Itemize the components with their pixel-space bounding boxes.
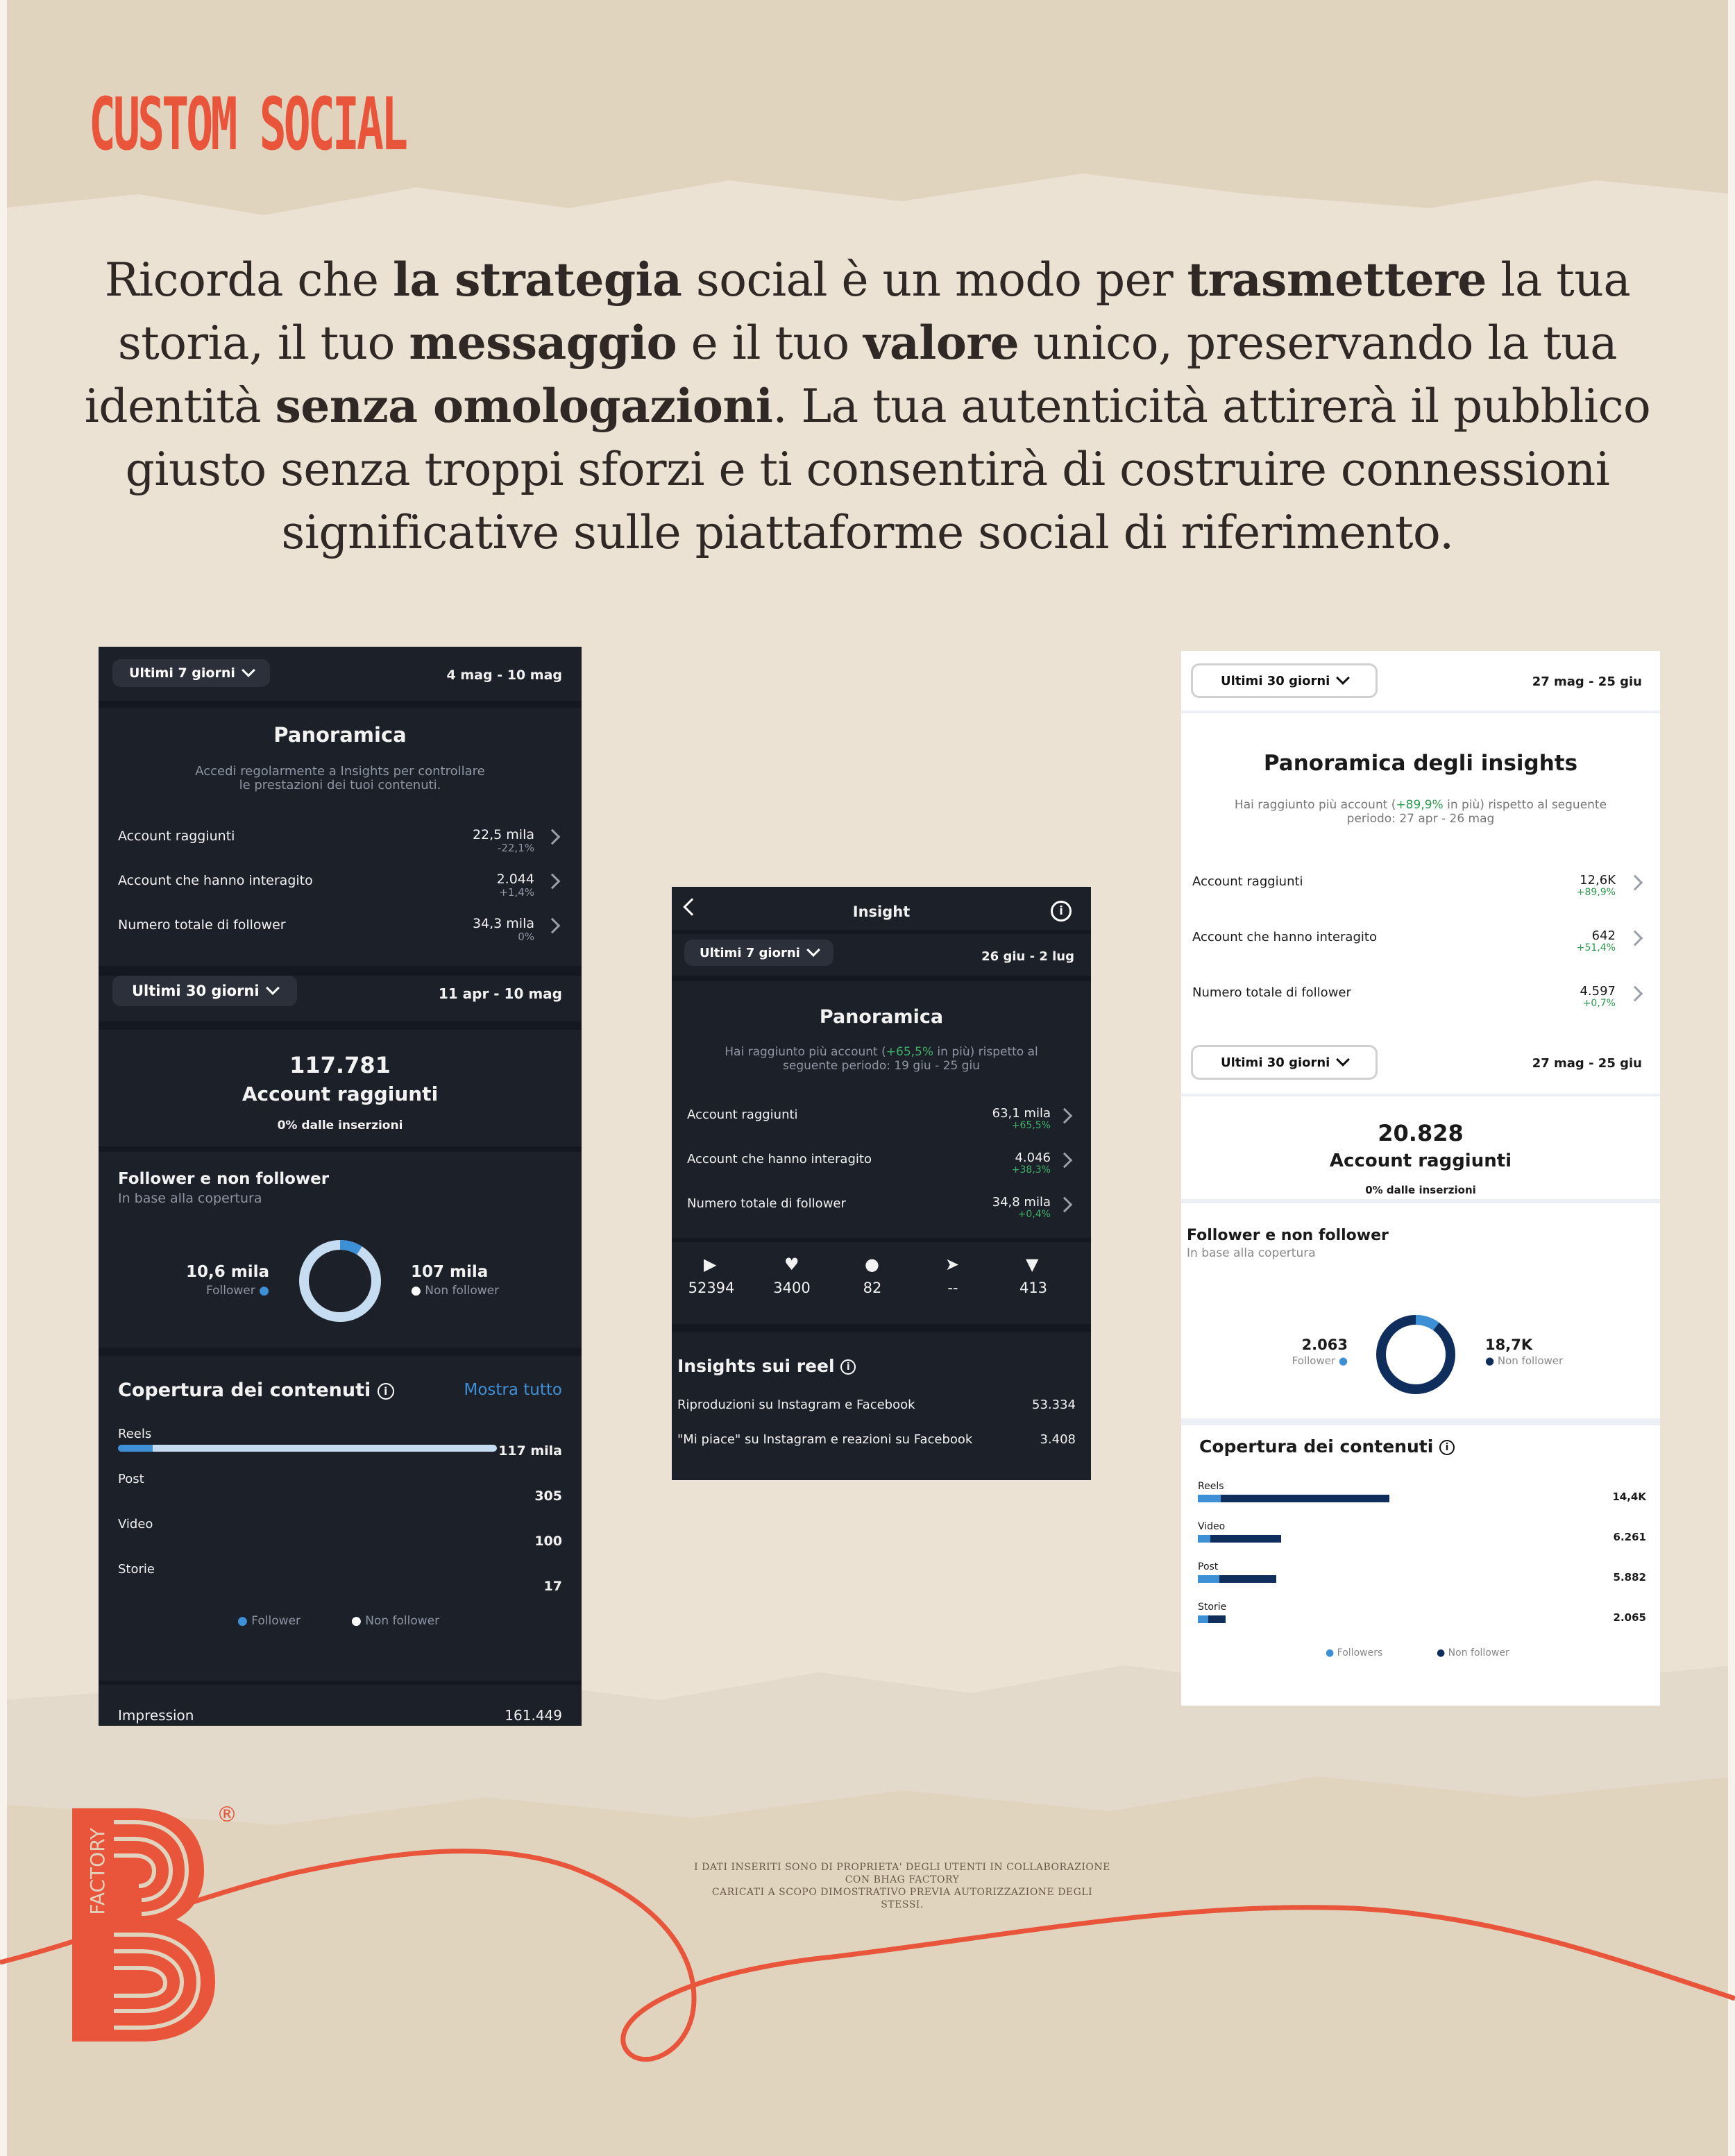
metric-change: +1,4% [499,886,534,899]
follower-label: Follower ● [1292,1355,1348,1367]
reach-label: Account raggiunti [1329,1151,1512,1171]
coverage-row-value: 117 mila [498,1443,562,1459]
coverage-row-value: 14,4K [1612,1491,1646,1503]
reel-row-value: 3.408 [1040,1432,1076,1447]
coverage-row-label: Storie [1198,1602,1227,1613]
date-range: 27 mag - 25 giu [1532,1056,1642,1071]
period-label: Ultimi 7 giorni [700,945,800,960]
metric-value: 4.046 [1015,1151,1051,1165]
metric-value: 4.597 [1580,984,1616,999]
coverage-row-value: 17 [543,1579,562,1594]
metric-change: +65,5% [1011,1120,1051,1131]
impression-label: Impression [118,1707,194,1724]
nonfollower-label: ● Non follower [1485,1355,1564,1367]
metric-value: 2.044 [496,872,534,887]
legend-follower: ● Follower [237,1614,301,1628]
show-all-link[interactable]: Mostra tutto [464,1381,562,1399]
send-icon: ➤ [945,1255,960,1274]
intro-fragment: senza omologazioni [275,379,773,433]
stat-value: 82 [863,1280,882,1296]
metric-label[interactable]: Account che hanno interagito [687,1152,872,1166]
intro-fragment: valore [863,316,1019,370]
intro-fragment: Ricorda che [104,253,393,307]
reach-label: Account raggiunti [242,1083,439,1105]
metric-value: 642 [1591,928,1616,943]
info-icon: i [1439,1440,1455,1455]
comment-icon: ● [865,1255,879,1274]
reel-row-label: "Mi piace" su Instagram e reazioni su Facebook [677,1432,973,1447]
coverage-row-label: Video [1198,1521,1226,1532]
coverage-row-value: 2.065 [1613,1611,1646,1624]
coverage-title: Copertura dei contenuti i [118,1380,394,1401]
metric-label[interactable]: Account raggiunti [118,829,235,844]
period-label: Ultimi 7 giorni [129,665,235,681]
coverage-row-value: 305 [534,1488,562,1504]
reel-insights-title: Insights sui reel i [677,1356,856,1376]
period-label: Ultimi 30 giorni [1221,673,1330,688]
reel-row-label: Riproduzioni su Instagram e Facebook [677,1398,915,1412]
logo-text: FACTORY [86,1828,109,1915]
stat-value: 413 [1019,1280,1048,1296]
intro-fragment: trasmettere [1187,253,1487,307]
intro-fragment: messaggio [409,316,677,370]
disclaimer: I DATI INSERITI SONO DI PROPRIETA' DEGLI UTENTI IN COLLABORAZIONE CON BHAG FACTORY CARICATI A SCOPO DIMOSTRATIVO PREVIA AUTORIZZAZIONE DEGLI STESSI. [694,1862,1110,1910]
date-range: 4 mag - 10 mag [446,668,562,683]
metric-label[interactable]: Account raggiunti [1192,874,1303,889]
section-heading: Panoramica [273,723,407,747]
coverage-row-value: 5.882 [1613,1571,1646,1584]
coverage-row-value: 6.261 [1613,1531,1646,1543]
section-subtitle: Hai raggiunto più account (+89,9% in più) rispetto al seguente periodo: 27 apr - 26 mag [1234,798,1607,826]
metric-change: 0% [518,931,534,943]
metric-change: +0,4% [1017,1209,1051,1220]
fnf-subtitle: In base alla copertura [1187,1246,1316,1260]
ads-share: 0% dalle inserzioni [1365,1184,1476,1196]
bookmark-icon: ▼ [1026,1255,1039,1274]
section-subtitle: Hai raggiunto più account (+65,5% in più) rispetto al seguente periodo: 19 giu - 25 giu [725,1045,1038,1073]
stat-value: 3400 [773,1280,811,1296]
heart-icon: ♥ [784,1255,799,1274]
nonfollower-count: 18,7K [1485,1336,1533,1353]
reach-total: 20.828 [1378,1120,1464,1146]
metric-label[interactable]: Account raggiunti [687,1107,798,1122]
fnf-title: Follower e non follower [1187,1227,1389,1244]
metric-change: -22,1% [497,842,534,854]
play-icon: ▶ [704,1255,717,1274]
legend-nonfollower: ● Non follower [1437,1647,1509,1658]
info-icon[interactable]: i [1051,901,1072,922]
section-subtitle: Accedi regolarmente a Insights per controllare le prestazioni dei tuoi contenuti. [195,764,485,792]
stat-value: -- [947,1280,958,1296]
metric-change: +89,9% [1576,887,1616,898]
section-heading: Panoramica degli insights [1263,751,1578,776]
date-range: 11 apr - 10 mag [438,985,562,1002]
metric-label[interactable]: Numero totale di follower [118,917,286,933]
date-range: 26 giu - 2 lug [981,949,1074,964]
impression-value: 161.449 [505,1707,562,1724]
period-label: Ultimi 30 giorni [132,983,260,999]
coverage-row-label: Reels [1198,1481,1224,1492]
page-title: CUSTOM SOCIAL [89,82,406,167]
coverage-row-label: Post [118,1472,144,1486]
nonfollower-label: ● Non follower [411,1284,500,1298]
reel-row-value: 53.334 [1032,1398,1076,1412]
info-icon: i [378,1383,394,1400]
coverage-row-label: Post [1198,1561,1219,1572]
fnf-subtitle: In base alla copertura [118,1191,262,1206]
reach-total: 117.781 [289,1052,391,1078]
metric-change: +38,3% [1011,1164,1051,1175]
info-icon: i [840,1359,856,1375]
section-heading: Panoramica [819,1006,944,1028]
metric-label[interactable]: Numero totale di follower [687,1196,846,1211]
intro-fragment: la strategia [392,253,682,307]
metric-value: 63,1 mila [992,1106,1051,1121]
metric-label[interactable]: Account che hanno interagito [118,873,313,888]
intro-fragment: . La tua autenticità attirerà il pubblico giusto senza troppi sforzi e ti consentirà di costruire connessioni significative sulle piattaforme social di riferimento. [125,380,1651,559]
stat-value: 52394 [688,1280,735,1296]
intro-fragment: e il tuo [677,316,864,370]
fnf-title: Follower e non follower [118,1170,330,1188]
metric-value: 34,3 mila [472,916,534,931]
period-label: Ultimi 30 giorni [1221,1055,1330,1070]
metric-label[interactable]: Account che hanno interagito [1192,930,1377,944]
coverage-row-label: Video [118,1517,153,1531]
coverage-title: Copertura dei contenuti i [1199,1436,1455,1457]
intro-fragment: social è un modo per [682,253,1187,307]
metric-change: +51,4% [1576,942,1616,953]
intro-fragment: la tua storia, il tuo [117,253,1631,370]
date-range: 27 mag - 25 giu [1532,674,1642,689]
coverage-row-label: Reels [118,1427,152,1441]
coverage-row-label: Storie [118,1562,155,1577]
legend-follower: ● Followers [1326,1647,1383,1658]
nonfollower-count: 107 mila [411,1263,489,1281]
metric-value: 22,5 mila [472,827,534,842]
metric-value: 34,8 mila [992,1195,1051,1209]
metric-label[interactable]: Numero totale di follower [1192,985,1351,1000]
follower-count: 10,6 mila [185,1263,269,1281]
registered-mark: ® [217,1803,237,1827]
ads-share: 0% dalle inserzioni [277,1119,403,1132]
legend-nonfollower: ● Non follower [351,1614,440,1628]
coverage-row-value: 100 [534,1534,562,1549]
metric-value: 12,6K [1580,873,1616,888]
metric-change: +0,7% [1582,998,1616,1009]
follower-count: 2.063 [1301,1336,1348,1353]
follower-label: Follower ● [205,1284,269,1298]
intro-fragment: unico, preservando la tua identità [84,316,1618,433]
screen-title: Insight [852,903,911,920]
